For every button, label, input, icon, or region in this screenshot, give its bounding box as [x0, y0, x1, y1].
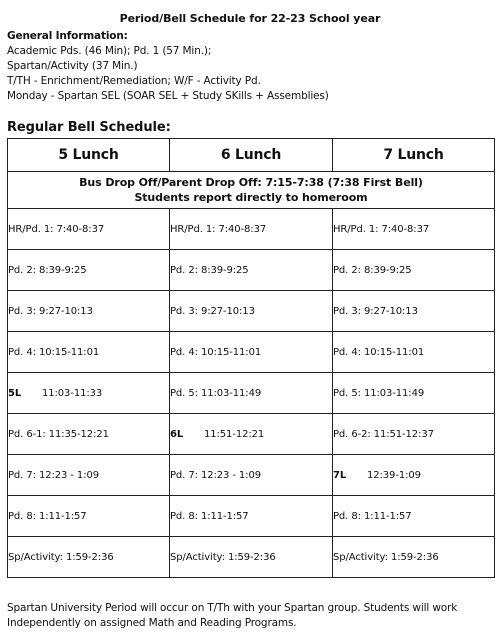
schedule-row: [8, 250, 495, 291]
lunch-label: 5L: [8, 387, 22, 399]
schedule-cell: [8, 373, 170, 414]
schedule-cell: [333, 537, 495, 578]
schedule-row: [8, 455, 495, 496]
bus-drop-off-row: [8, 172, 495, 209]
schedule-cell: [333, 332, 495, 373]
schedule-cell: [170, 250, 333, 291]
schedule-row: [8, 373, 495, 414]
schedule-cell: [170, 209, 333, 250]
schedule-cell: [8, 455, 170, 496]
period-time: 12:39-1:09: [367, 469, 421, 481]
period-time: Pd. 2: 8:39-9:25: [170, 264, 249, 276]
schedule-cell: [8, 537, 170, 578]
schedule-cell: [333, 209, 495, 250]
schedule-cell: [8, 291, 170, 332]
schedule-cell: [8, 332, 170, 373]
schedule-row: [8, 414, 495, 455]
schedule-cell: [170, 332, 333, 373]
homeroom-note: Students report directly to homeroom: [134, 191, 368, 204]
period-time: Pd. 3: 9:27-10:13: [8, 305, 93, 317]
header-row: [8, 139, 495, 172]
general-information-heading: General Information:: [7, 30, 128, 42]
document-title: Period/Bell Schedule for 22-23 School year: [119, 12, 381, 25]
period-time: HR/Pd. 1: 7:40-8:37: [8, 223, 105, 235]
period-time: Pd. 5: 11:03-11:49: [170, 387, 262, 399]
column-header-5-lunch: 5 Lunch: [8, 139, 170, 172]
lunch-label: 7L: [333, 469, 347, 481]
schedule-cell: [8, 250, 170, 291]
footer-line: Independently on assigned Math and Reading Programs.: [7, 617, 297, 629]
period-time: Sp/Activity: 1:59-2:36: [8, 551, 114, 563]
period-time: Pd. 7: 12:23 - 1:09: [170, 469, 261, 481]
schedule-cell: [8, 209, 170, 250]
period-time: Pd. 3: 9:27-10:13: [333, 305, 418, 317]
column-header-6-lunch: 6 Lunch: [170, 139, 333, 172]
schedule-row: [8, 291, 495, 332]
period-time: HR/Pd. 1: 7:40-8:37: [170, 223, 267, 235]
schedule-row: [8, 209, 495, 250]
period-time: Pd. 6-2: 11:51-12:37: [333, 428, 434, 440]
schedule-cell: [170, 414, 333, 455]
schedule-cell: [170, 496, 333, 537]
period-time: Pd. 4: 10:15-11:01: [8, 346, 100, 358]
period-time: Pd. 3: 9:27-10:13: [170, 305, 255, 317]
period-time: Pd. 5: 11:03-11:49: [333, 387, 425, 399]
period-time: Pd. 8: 1:11-1:57: [8, 510, 87, 522]
schedule-row: [8, 332, 495, 373]
schedule-cell: [333, 291, 495, 332]
schedule-cell: [333, 414, 495, 455]
info-line: T/TH - Enrichment/Remediation; W/F - Activity Pd.: [7, 75, 261, 87]
bus-drop-off-text: Bus Drop Off/Parent Drop Off: 7:15-7:38 (7:38 First Bell): [79, 176, 423, 189]
bus-drop-off-cell: [8, 172, 495, 209]
period-time: Pd. 2: 8:39-9:25: [333, 264, 412, 276]
schedule-cell: [170, 455, 333, 496]
column-header-7-lunch: 7 Lunch: [333, 139, 495, 172]
period-time: Pd. 4: 10:15-11:01: [333, 346, 425, 358]
regular-bell-schedule-heading: Regular Bell Schedule:: [7, 120, 171, 135]
period-time: Sp/Activity: 1:59-2:36: [333, 551, 439, 563]
schedule-row: [8, 537, 495, 578]
schedule-cell: [8, 414, 170, 455]
schedule-cell: [8, 496, 170, 537]
period-time: Sp/Activity: 1:59-2:36: [170, 551, 276, 563]
lunch-label: 6L: [170, 428, 184, 440]
schedule-row: [8, 496, 495, 537]
footer-line: Spartan University Period will occur on T/Th with your Spartan group. Students will work: [7, 602, 458, 614]
period-time: Pd. 6-1: 11:35-12:21: [8, 428, 109, 440]
period-time: 11:03-11:33: [42, 387, 103, 399]
schedule-cell: [333, 250, 495, 291]
schedule-cell: [170, 537, 333, 578]
bell-schedule-table: [7, 138, 495, 578]
footer-note: [7, 601, 497, 631]
period-time: Pd. 7: 12:23 - 1:09: [8, 469, 99, 481]
info-line: Spartan/Activity (37 Min.): [7, 60, 138, 72]
period-time: 11:51-12:21: [204, 428, 265, 440]
info-line: Monday - Spartan SEL (SOAR SEL + Study SKills + Assemblies): [7, 90, 329, 102]
period-time: Pd. 8: 1:11-1:57: [333, 510, 412, 522]
schedule-cell: [333, 496, 495, 537]
period-time: Pd. 2: 8:39-9:25: [8, 264, 87, 276]
schedule-cell: [333, 373, 495, 414]
period-time: Pd. 8: 1:11-1:57: [170, 510, 249, 522]
schedule-cell: [170, 373, 333, 414]
info-line: Academic Pds. (46 Min); Pd. 1 (57 Min.);: [7, 45, 212, 57]
period-time: HR/Pd. 1: 7:40-8:37: [333, 223, 430, 235]
period-time: Pd. 4: 10:15-11:01: [170, 346, 262, 358]
general-information: [7, 29, 493, 104]
schedule-cell: [170, 291, 333, 332]
schedule-cell: [333, 455, 495, 496]
